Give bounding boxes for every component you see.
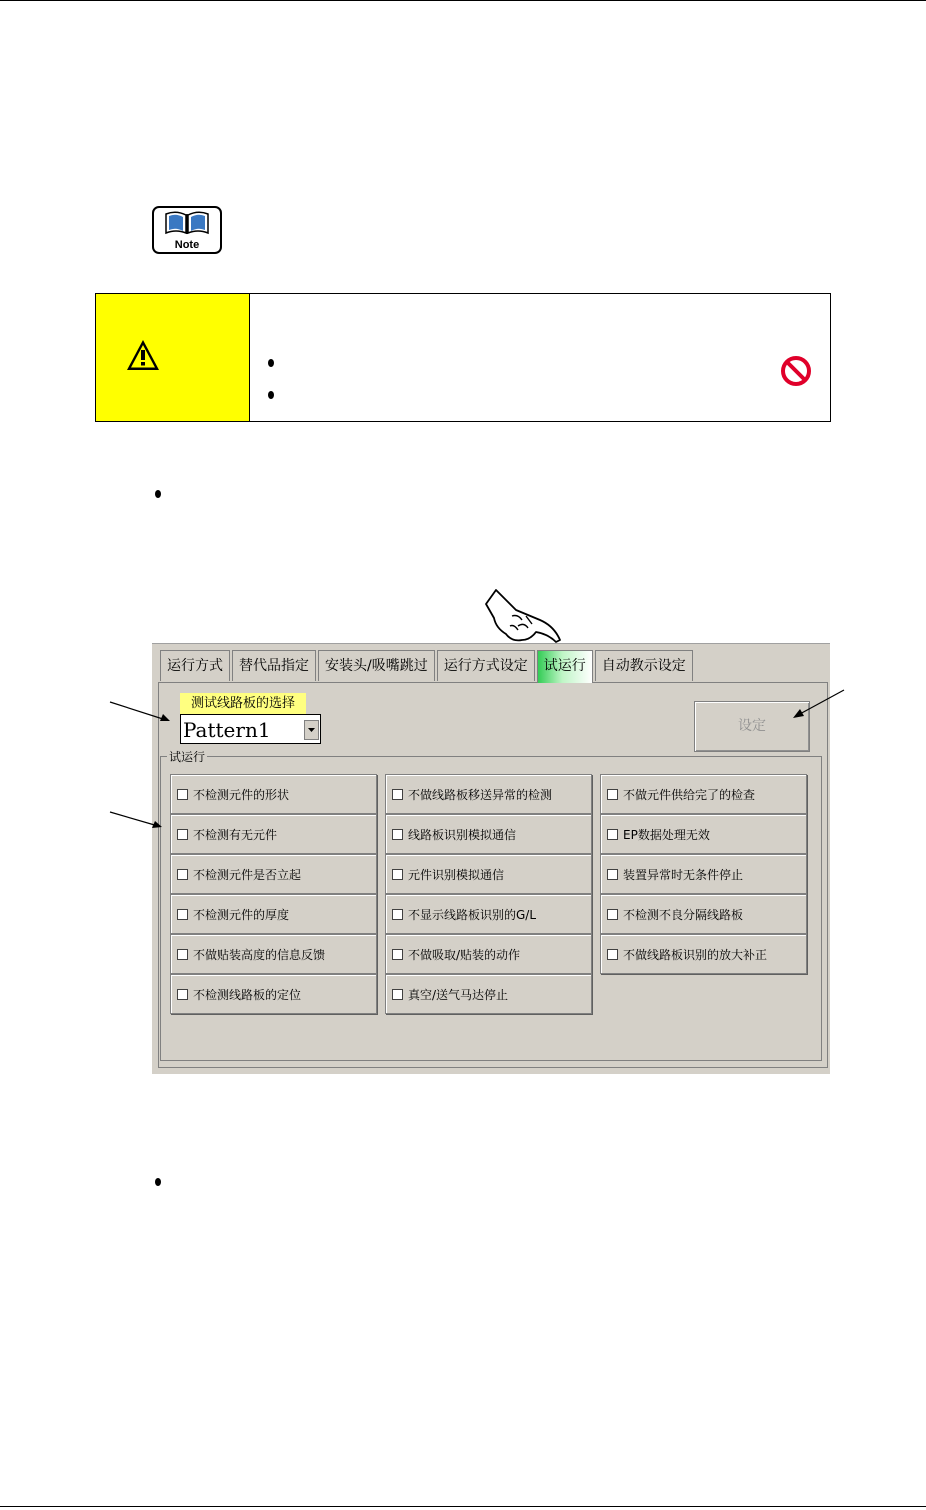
option-no-magnification-correction[interactable] xyxy=(600,934,807,974)
checkbox[interactable] xyxy=(177,989,188,1000)
header-rule xyxy=(0,0,926,1)
footer-rule xyxy=(0,1506,926,1507)
checkbox[interactable] xyxy=(392,829,403,840)
board-pattern-value: Pattern1 xyxy=(183,718,271,742)
note-text: Note xyxy=(174,239,200,251)
option-no-supply-end-check[interactable] xyxy=(600,774,807,814)
option-label: 不检测线路板的定位 xyxy=(193,988,302,1002)
option-label: 不检测不良分隔线路板 xyxy=(623,908,744,922)
checkbox[interactable] xyxy=(392,789,403,800)
option-part-recognition-sim[interactable] xyxy=(385,854,592,894)
option-no-bad-board-check[interactable] xyxy=(600,894,807,934)
checkbox[interactable] xyxy=(177,789,188,800)
checkbox[interactable] xyxy=(177,949,188,960)
warning-triangle-icon xyxy=(126,339,160,371)
list-bullet xyxy=(155,490,161,498)
option-label: 不显示线路板识别的G/L xyxy=(408,908,537,922)
checkbox[interactable] xyxy=(392,869,403,880)
tab-auto-teach-settings[interactable]: 自动教示设定 xyxy=(595,650,693,681)
set-button[interactable]: 设定 xyxy=(694,701,810,752)
option-no-standing-check[interactable] xyxy=(170,854,377,894)
option-no-board-positioning[interactable] xyxy=(170,974,377,1014)
option-label: 不检测元件的厚度 xyxy=(193,908,290,922)
option-label: EP数据处理无效 xyxy=(623,828,710,842)
checkbox[interactable] xyxy=(392,909,403,920)
dropdown-arrow-button[interactable] xyxy=(304,720,319,740)
option-label: 不做贴装高度的信息反馈 xyxy=(193,948,326,962)
checkbox[interactable] xyxy=(607,869,618,880)
note-book-icon xyxy=(152,206,222,254)
board-select-label: 测试线路板的选择 xyxy=(180,693,306,714)
checkbox[interactable] xyxy=(177,909,188,920)
caution-bullet xyxy=(268,359,274,367)
pointing-hand-icon xyxy=(482,586,564,648)
callout-arrow xyxy=(108,810,164,830)
tab-head-nozzle-skip[interactable]: 安装头/吸嘴跳过 xyxy=(318,650,435,681)
option-no-transfer-error-check[interactable] xyxy=(385,774,592,814)
option-label: 不做吸取/贴装的动作 xyxy=(408,948,521,962)
option-label: 不做线路板识别的放大补正 xyxy=(623,948,768,962)
caution-header xyxy=(96,294,250,421)
board-pattern-select[interactable] xyxy=(180,714,321,744)
option-vacuum-motor-stop[interactable] xyxy=(385,974,592,1014)
checkbox[interactable] xyxy=(607,829,618,840)
option-label: 不检测元件是否立起 xyxy=(193,868,302,882)
trial-run-group-title: 试运行 xyxy=(169,750,206,764)
option-no-shape-check[interactable] xyxy=(170,774,377,814)
tab-bar xyxy=(160,650,695,683)
checkbox[interactable] xyxy=(607,789,618,800)
option-label: 不做元件供给完了的检查 xyxy=(623,788,756,802)
list-bullet xyxy=(155,1178,161,1186)
checkbox[interactable] xyxy=(392,949,403,960)
option-no-thickness-check[interactable] xyxy=(170,894,377,934)
tab-trial-run[interactable]: 试运行 xyxy=(537,650,593,683)
tab-run-mode-settings[interactable]: 运行方式设定 xyxy=(437,650,535,681)
option-label: 装置异常时无条件停止 xyxy=(623,868,744,882)
tab-run-mode[interactable]: 运行方式 xyxy=(160,650,230,681)
checkbox[interactable] xyxy=(607,909,618,920)
callout-arrow xyxy=(108,700,172,724)
option-label: 不检测有无元件 xyxy=(193,828,278,842)
option-hide-board-gl[interactable] xyxy=(385,894,592,934)
tab-substitute-part[interactable]: 替代品指定 xyxy=(232,650,316,681)
option-label: 不检测元件的形状 xyxy=(193,788,290,802)
caution-bullet xyxy=(268,391,274,399)
option-board-recognition-sim[interactable] xyxy=(385,814,592,854)
option-unconditional-stop[interactable] xyxy=(600,854,807,894)
chevron-down-icon xyxy=(305,721,318,739)
checkbox[interactable] xyxy=(392,989,403,1000)
option-label: 元件识别模拟通信 xyxy=(408,868,505,882)
caution-box xyxy=(95,293,831,422)
option-ep-data-disabled[interactable] xyxy=(600,814,807,854)
option-no-height-feedback[interactable] xyxy=(170,934,377,974)
checkbox[interactable] xyxy=(177,829,188,840)
option-label: 真空/送气马达停止 xyxy=(408,988,509,1002)
option-no-presence-check[interactable] xyxy=(170,814,377,854)
option-no-pick-place[interactable] xyxy=(385,934,592,974)
option-label: 线路板识别模拟通信 xyxy=(408,828,517,842)
checkbox[interactable] xyxy=(177,869,188,880)
callout-arrow xyxy=(790,688,846,720)
prohibition-icon xyxy=(780,355,812,387)
checkbox[interactable] xyxy=(607,949,618,960)
option-label: 不做线路板移送异常的检测 xyxy=(408,788,553,802)
